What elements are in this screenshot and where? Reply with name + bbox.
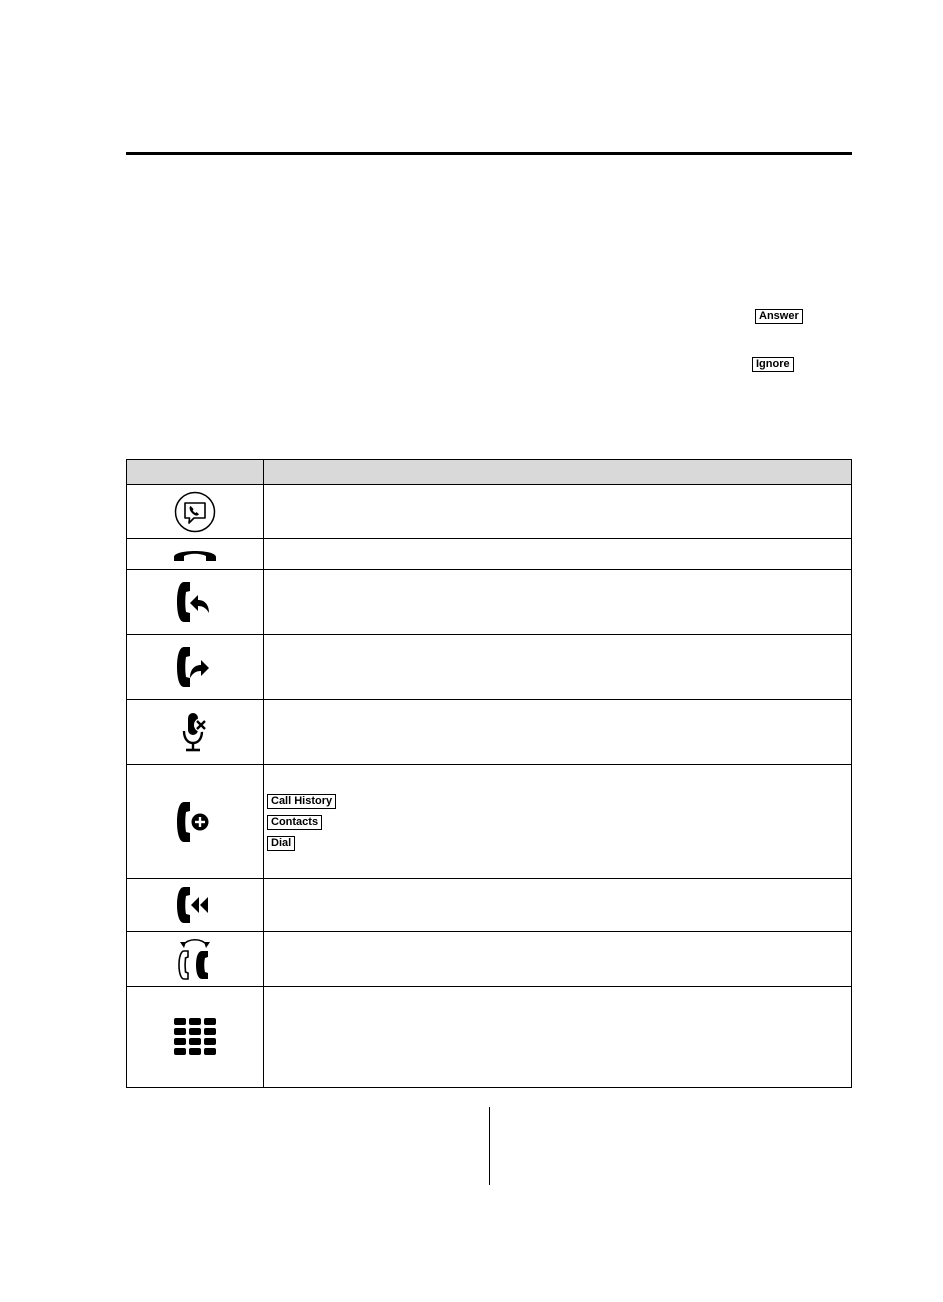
add-call-icon [175, 801, 215, 843]
answer-button-label: Answer [755, 309, 803, 324]
row-description [264, 570, 852, 635]
contacts-label: Contacts [267, 815, 322, 830]
row-description [264, 932, 852, 987]
keypad-icon [173, 1017, 217, 1057]
row-description [264, 635, 852, 700]
table-row [127, 539, 852, 570]
call-transfer-icon [175, 646, 215, 688]
header-rule [126, 152, 852, 155]
table-row [127, 635, 852, 700]
merge-calls-icon [175, 886, 215, 924]
call-hold-icon [175, 581, 215, 623]
table-row [127, 987, 852, 1088]
message-reply-icon [174, 491, 216, 533]
table-header-icon [127, 460, 264, 485]
table-row [127, 879, 852, 932]
row-description [264, 485, 852, 539]
footer-divider [489, 1107, 490, 1185]
table-row [127, 700, 852, 765]
hang-up-icon [172, 544, 218, 564]
table-row [127, 932, 852, 987]
row-description [264, 539, 852, 570]
row-description [264, 987, 852, 1088]
table-row [127, 570, 852, 635]
call-history-label: Call History [267, 794, 336, 809]
table-row [127, 485, 852, 539]
swap-calls-icon [175, 937, 215, 981]
call-icons-table [126, 459, 852, 1088]
mute-microphone-icon [180, 711, 210, 753]
table-header-description [264, 460, 852, 485]
table-header-row [127, 460, 852, 485]
ignore-button-label: Ignore [752, 357, 794, 372]
dial-label: Dial [267, 836, 295, 851]
row-description [264, 879, 852, 932]
add-call-options [264, 786, 851, 851]
table-row [127, 765, 852, 879]
row-description [264, 700, 852, 765]
